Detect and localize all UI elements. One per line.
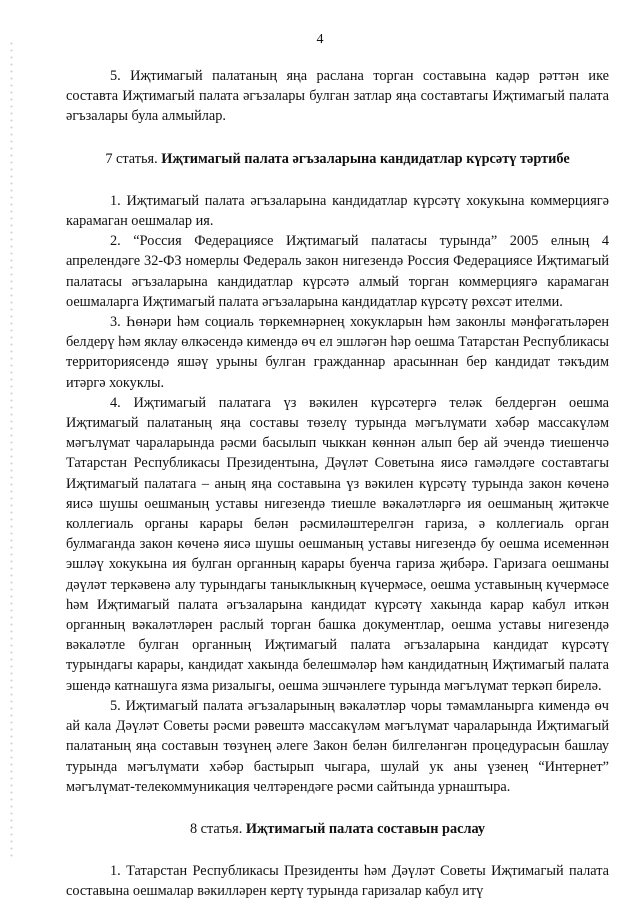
article-heading bbox=[66, 819, 609, 839]
article-title: Иҗтимагый палата составын раслау bbox=[245, 820, 486, 837]
article-title: Иҗтимагый палата әгъзаларына кандидатлар күрсәтү тәртибе bbox=[161, 150, 570, 167]
paragraph: 1. Татарстан Республикасы Президенты һәм Дәүләт Советы Иҗтимагый палата составына оешмалар вәкилләрен кертү турында гаризалар кабул итү bbox=[66, 863, 609, 900]
spacer bbox=[66, 127, 609, 149]
page-number: 4 bbox=[316, 32, 324, 47]
paragraph: 5. Иҗтимагый палата әгъзаларының вәкаләтләр чоры тәмамланырга кимендә өч ай кала Дәүләт Советы рәсми рәвештә массакүләм мәгълүмат чараларында Иҗтимагый палатаның яңа составын төзүнең әлеге Закон белән билгеләнгән процедурасын башлау турында мәгълүмати хәбәр бастырып чыгара, шулай ук аны үзенең “Интернет” мәгълүмат-телекоммуникация челтәрендәге рәсми сайтында урнаштыра. bbox=[66, 697, 609, 795]
article-heading bbox=[66, 149, 609, 169]
binding-margin-dots bbox=[10, 40, 13, 860]
paragraph: 2. “Россия Федерациясе Иҗтимагый палатасы турында” 2005 елның 4 апрелендәге 32-ФЗ номерлы Федераль закон нигезендә Россия Федерациясе Иҗтимагый палатасы әгъзаларына кандидатлар күрсәтә алмый торган коммерциягә карамаган оешмаларга Иҗтимагый палата әгъзаларына кандидатлар күрсәтү рөхсәт ителми. bbox=[66, 233, 609, 310]
paragraph: 1. Иҗтимагый палата әгъзаларына кандидатлар күрсәтү хокукына коммерциягә карамаган оешмалар ия. bbox=[66, 192, 609, 230]
paragraph: 4. Иҗтимагый палатага үз вәкилен күрсәтергә теләк белдергән оешма Иҗтимагый палатаның яңа составы төзелү турында мәгълүмати хәбәр массакүләм мәгълүмат чараларында рәсми басылып чыккан көннән алып бер ай эчендә тиешенчә Татарстан Республикасы Президентына, Дәүләт Советына яисә гамәлдәге составтагы Иҗтимагый палатага – аның яңа составына үз вәкилен күрсәтү турында закон көченә яисә шушы оешманың уставы нигезендә тиешле вәкаләтләргә ия оешманың җитәкче коллегиаль органы карары белән рәсмиләштерелгән гариза, ә коллегиаль орган булмаганда закон көченә яисә шушы оешманың уставы нигезендә бу оешма исеменнән эшләү хокукына ия булган органның карары буенча гариза җибәрә. Гаризага оешманы дәүләт теркәвенә алу турындагы таныклыкның күчермәсе, оешма уставының күчермәсе һәм Иҗтимагый палата әгъзаларына кандидат күрсәтү хакында карар кабул иткән органның вәкаләтләрен раслый торган башка документлар, оешма уставы нигезендә вәкаләтле булган органның Иҗтимагый палата әгъзаларына кандидат күрсәтү турындагы карары, кандидат хакында белешмәләр һәм кандидатның Иҗтимагый палата эшендә катнашуга язма ризалыгы, оешма эшчәнлеге турында мәгълүмат теркәп бирелә. bbox=[66, 394, 609, 694]
paragraph: 3. Һөнәри һәм социаль төркемнәрнең хокукларын һәм законлы мәнфәгатьләрен белдерү һәм яклау өлкәсендә кимендә өч ел эшләгән һәр оешма Татарстан Республикасы территориясендә яшәү урыны булган гражданнар арасыннан бер кандидат тәкъдим итәргә хокуклы. bbox=[66, 314, 609, 391]
article-number: 8 статья. bbox=[189, 820, 246, 837]
paragraph: 5. Иҗтимагый палатаның яңа раслана торган составына кадәр рәттән ике составта Иҗтимагый палата әгъзалары булган затлар яңа составтагы Иҗтимагый палата әгъзалары була алмыйлар. bbox=[66, 68, 609, 125]
article-number: 7 статья. bbox=[105, 150, 162, 167]
document-body bbox=[66, 66, 609, 902]
spacer bbox=[66, 169, 609, 191]
spacer bbox=[66, 839, 609, 861]
spacer bbox=[66, 797, 609, 819]
